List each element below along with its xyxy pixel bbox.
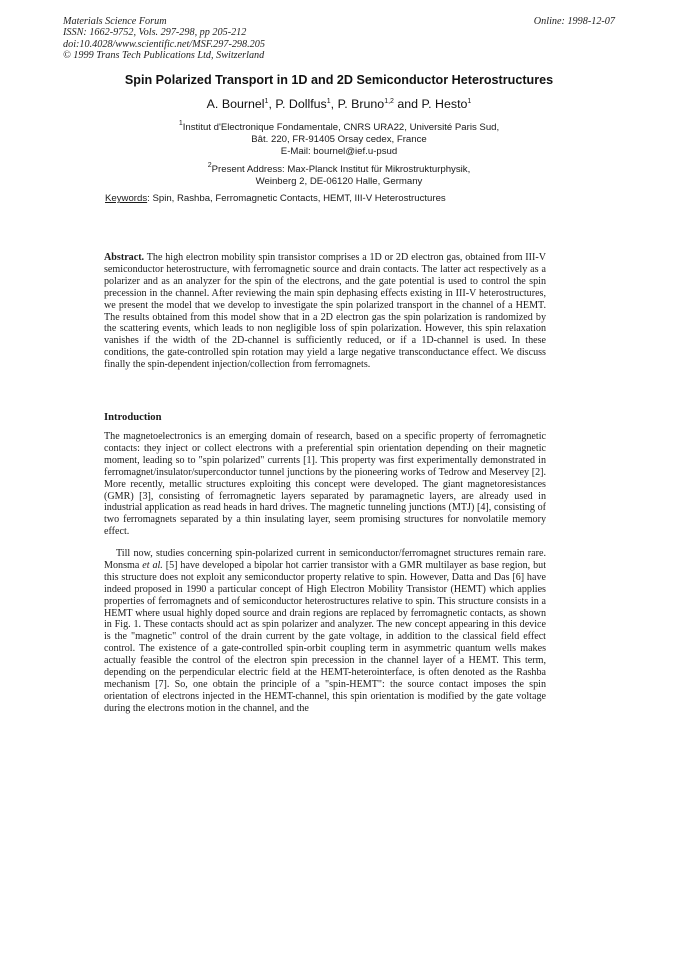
affiliation-line: Bât. 220, FR-91405 Orsay cedex, France [251, 133, 427, 145]
affiliation-line: Present Address: Max-Planck Institut für Mikrostrukturphysik, [211, 164, 471, 175]
author-affiliation-mark: 1 [264, 98, 269, 105]
issn-line: ISSN: 1662-9752, Vols. 297-298, pp 205-212 [63, 27, 247, 39]
author-name: P. Dollfus [275, 97, 327, 111]
affiliation-1 [0, 118, 678, 157]
paper-title: Spin Polarized Transport in 1D and 2D Semiconductor Heterostructures [124, 73, 554, 87]
keywords-label: Keywords [105, 193, 148, 204]
author-name: A. Bournel [206, 97, 265, 111]
paragraph-text: Till now, studies concerning spin-polarized current in semiconductor/ferromagnet structures remain rare. Monsma [104, 548, 546, 571]
section-heading-introduction: Introduction [104, 412, 162, 423]
author-affiliation-mark: 1 [326, 98, 331, 105]
keywords-text: : Spin, Rashba, Ferromagnetic Contacts, HEMT, III-V Heterostructures [147, 193, 446, 204]
abstract [104, 252, 546, 371]
paragraph-text: [5] have developed a bipolar hot carrier transistor with a GMR multilayer as base region, but this structure does not exploit any semiconductor property relative to spin. However, Datta and Das [6] have indeed proposed in 1990 a particular concept of High Electron Mobility Transistor (HEMT) which applies properties of ferromagnets and of semiconductor heterostructures relative to spin. This structure consists in a HEMT where usual highly doped source and drain regions are replaced by ferromagnetic contacts, as shown in Fig. 1. These contacts should act as spin polarizer and analyzer. The new concept appearing in this device is the "magnetic" control of the drain current by the gate voltage, in addition to the classical field effect control. The existence of a gate-controlled spin-orbit coupling term in asymmetric quantum wells makes actually feasible the control of the electron spin precession in the channel layer of a HEMT. This term, depending on the perpendicular electric field at the HEMT-heterointerface, is often denoted as the Rashba mechanism [7]. So, one obtain the principle of a "spin-HEMT": the source contact imposes the spin orientation of electrons injected in the HEMT-channel, this spin orientation is modified by the gate voltage during the electrons motion in the channel, and the [104, 559, 547, 714]
journal-name: Materials Science Forum [63, 16, 167, 27]
doi-line: doi:10.4028/www.scientific.net/MSF.297-298.205 [63, 38, 265, 50]
author-name: P. Hesto [421, 97, 468, 111]
author-affiliation-mark: 1 [467, 98, 472, 105]
author-separator: , [330, 97, 338, 111]
intro-paragraph: The magnetoelectronics is an emerging domain of research, based on a specific property of ferromagnetic contacts: they inject or collect electrons with a preferential spin orientation depending on their magnetic moment, leading so to "spin polarized" currents [1]. This property was first experimentally demonstrated in ferromagnet/insulator/superconductor tunnel junctions by the pioneering works of Tedrow and Meservey [2]. More recently, metallic structures exploiting this concept were developed. The giant magnetoresistances (GMR) [3], consisting of ferromagnetic layers separated by paramagnetic layers, are already used in industrial application as read heads in hard drives. The magnetic tunneling junctions (MTJ) [4], consisting of two ferromagnets separated by a thin insulating layer, seem promising structures for nonvolatile memory effect. [104, 431, 546, 538]
author-affiliation-mark: 1,2 [384, 98, 394, 105]
intro-paragraph [104, 548, 546, 715]
keywords [105, 193, 605, 204]
paragraph-italic: et al. [142, 559, 163, 571]
affiliation-email: E-Mail: bournel@ief.u-psud [280, 145, 398, 157]
online-date: Online: 1998-12-07 [533, 16, 615, 27]
copyright-line: © 1999 Trans Tech Publications Ltd, Switzerland [63, 50, 265, 62]
affiliation-mark: 1 [178, 120, 183, 127]
affiliation-2 [0, 160, 678, 188]
abstract-label: Abstract. [104, 252, 145, 263]
author-list [0, 97, 678, 111]
abstract-text: The high electron mobility spin transistor comprises a 1D or 2D electron gas, obtained from III-V semiconductor heterostructure, with ferromagnetic source and drain contacts. The latter act respectively as a polarizer and as an analyzer for the spin of the electrons, and the gate potential is used to control the spin precession in the channel. After reviewing the main spin dephasing effects existing in III-V heterostructures, we present the model that we develop to investigate the spin polarized transport in the channel of a HEMT. The results obtained from this model show that in a 2D electron gas the spin polarization is randomized by the scattering events, which leads to non negligible loss of spin polarization. However, this spin relaxation vanishes if the width of the 2D-channel is sufficiently reduced, or if a 1D-channel is used. In these conditions, the gate-controlled spin rotation may yield a large negative transconductance effect. We discuss finally the spin-dependent injection/collection from ferromagnets. [104, 252, 546, 371]
affiliation-line: Weinberg 2, DE-06120 Halle, Germany [255, 175, 423, 187]
author-name: P. Bruno [337, 97, 385, 111]
author-separator: and [393, 97, 422, 111]
affiliation-line: Institut d'Electronique Fondamentale, CNRS URA22, Université Paris Sud, [182, 122, 500, 133]
affiliation-mark: 2 [207, 162, 212, 169]
author-separator: , [268, 97, 276, 111]
journal-header [63, 16, 615, 62]
